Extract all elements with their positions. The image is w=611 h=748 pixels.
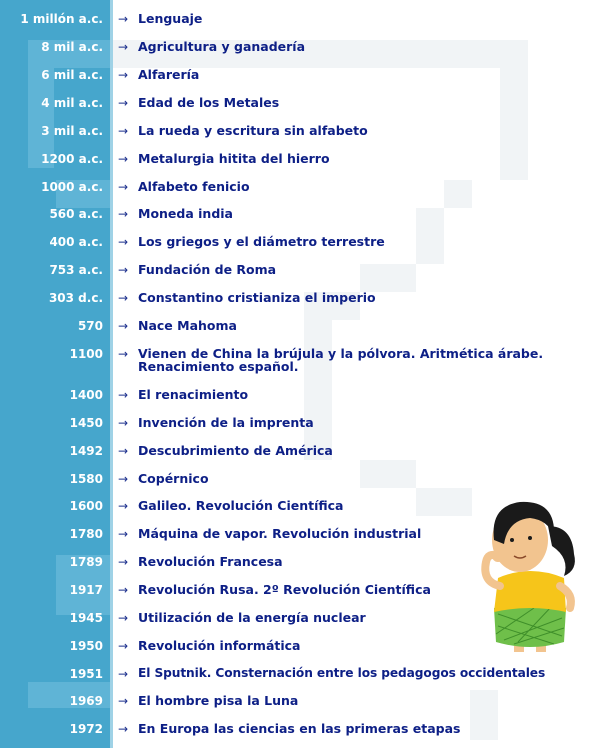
timeline-event: Nace Mahoma [138, 318, 237, 333]
timeline-event: Edad de los Metales [138, 95, 280, 110]
timeline-event: El Sputnik. Consternación entre los pedagogos occidentales [138, 666, 546, 680]
timeline-event: Revolución Rusa. 2º Revolución Científica [138, 582, 431, 597]
arrow-right-icon: → [118, 722, 129, 736]
timeline-year: 1400 [69, 388, 103, 402]
arrow-right-icon: → [118, 416, 129, 430]
arrow-right-icon: → [118, 555, 129, 569]
timeline-event: La rueda y escritura sin alfabeto [138, 123, 368, 138]
timeline-year: 753 a.c. [49, 263, 103, 277]
arrow-right-icon: → [118, 499, 129, 513]
timeline-event: Galileo. Revolución Científica [138, 498, 344, 513]
timeline-event: El renacimiento [138, 387, 249, 402]
timeline-year: 1100 [69, 347, 103, 361]
timeline-event: Moneda india [138, 206, 233, 221]
arrow-right-icon: → [118, 388, 129, 402]
timeline-event: Agricultura y ganadería [138, 39, 306, 54]
timeline-event: Lenguaje [138, 11, 203, 26]
arrow-right-icon: → [118, 694, 129, 708]
timeline-event: Vienen de China la brújula y la pólvora. Aritmética árabe. Renacimiento español. [138, 346, 544, 374]
timeline-event: Constantino cristianiza el imperio [138, 290, 376, 305]
arrow-right-icon: → [118, 347, 129, 361]
arrow-right-icon: → [118, 235, 129, 249]
timeline-year: 1945 [69, 611, 103, 625]
arrow-right-icon: → [118, 583, 129, 597]
arrow-right-icon: → [118, 40, 129, 54]
timeline-event: Descubrimiento de América [138, 443, 333, 458]
timeline-year: 303 d.c. [48, 291, 103, 305]
timeline-event: Metalurgia hitita del hierro [138, 151, 330, 166]
arrow-right-icon: → [118, 68, 129, 82]
timeline-year: 6 mil a.c. [41, 68, 103, 82]
timeline-event: En Europa las ciencias en las primeras etapas [138, 721, 461, 736]
timeline-year: 570 [77, 319, 103, 333]
timeline-year: 1780 [69, 527, 103, 541]
timeline-year: 1580 [69, 472, 103, 486]
timeline-year: 1969 [69, 694, 103, 708]
timeline-year: 1600 [69, 499, 103, 513]
column-divider [110, 0, 113, 748]
timeline-year: 4 mil a.c. [41, 96, 103, 110]
timeline-year: 1789 [69, 555, 103, 569]
arrow-right-icon: → [118, 444, 129, 458]
arrow-right-icon: → [118, 263, 129, 277]
arrow-right-icon: → [118, 152, 129, 166]
timeline-year-column [0, 0, 110, 748]
timeline-year: 1000 a.c. [41, 180, 103, 194]
timeline-year: 1917 [69, 583, 103, 597]
thinking-child-icon [474, 496, 586, 656]
timeline-event: Invención de la imprenta [138, 415, 314, 430]
arrow-right-icon: → [118, 12, 129, 26]
arrow-right-icon: → [118, 207, 129, 221]
arrow-right-icon: → [118, 319, 129, 333]
arrow-right-icon: → [118, 639, 129, 653]
timeline-year: 1951 [69, 667, 103, 681]
timeline-event: Los griegos y el diámetro terrestre [138, 234, 385, 249]
timeline-event: Máquina de vapor. Revolución industrial [138, 526, 422, 541]
arrow-right-icon: → [118, 291, 129, 305]
timeline-event: Revolución Francesa [138, 554, 283, 569]
timeline-event: Revolución informática [138, 638, 301, 653]
arrow-right-icon: → [118, 96, 129, 110]
arrow-right-icon: → [118, 472, 129, 486]
timeline-event: Alfabeto fenicio [138, 179, 250, 194]
timeline-year: 560 a.c. [49, 207, 103, 221]
arrow-right-icon: → [118, 667, 129, 681]
timeline-event: Copérnico [138, 471, 209, 486]
timeline-year: 8 mil a.c. [41, 40, 103, 54]
timeline-year: 1200 a.c. [41, 152, 103, 166]
arrow-right-icon: → [118, 527, 129, 541]
arrow-right-icon: → [118, 611, 129, 625]
arrow-right-icon: → [118, 124, 129, 138]
timeline-event: Utilización de la energía nuclear [138, 610, 366, 625]
timeline-event: El hombre pisa la Luna [138, 693, 299, 708]
timeline-year: 400 a.c. [49, 235, 103, 249]
timeline-year: 1972 [69, 722, 103, 736]
timeline-year: 1950 [69, 639, 103, 653]
timeline-year: 1 millón a.c. [20, 12, 103, 26]
timeline-event: Fundación de Roma [138, 262, 277, 277]
timeline-year: 1450 [69, 416, 103, 430]
timeline-year: 1492 [69, 444, 103, 458]
timeline-event: Alfarería [138, 67, 200, 82]
arrow-right-icon: → [118, 180, 129, 194]
timeline-year: 3 mil a.c. [41, 124, 103, 138]
